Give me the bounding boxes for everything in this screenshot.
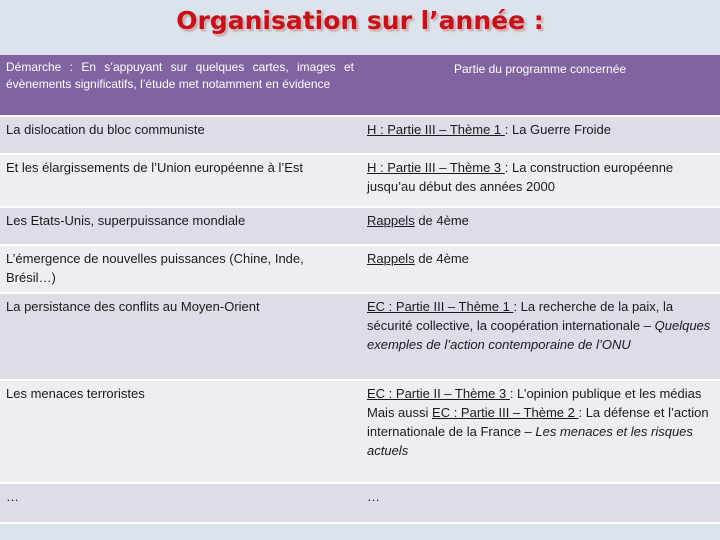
program-description-secondary: : La défense et l’action internationale de la France – [367, 405, 709, 439]
row-program-ref [360, 116, 720, 154]
table-row [0, 293, 720, 380]
program-reference: H : Partie III – Thème 3 [367, 160, 505, 175]
row-topic: Les Etats-Unis, superpuissance mondiale [0, 207, 360, 245]
row-topic: L’émergence de nouvelles puissances (Chine, Inde, Brésil…) [0, 245, 360, 293]
program-reference: EC : Partie II – Thème 3 [367, 386, 510, 401]
header-program-part: Partie du programme concernée [360, 55, 720, 116]
table-row [0, 116, 720, 154]
row-topic: … [0, 483, 360, 523]
row-topic: La dislocation du bloc communiste [0, 116, 360, 154]
program-reference: Rappels [367, 251, 415, 266]
row-program-ref [360, 207, 720, 245]
row-topic: Les menaces terroristes [0, 380, 360, 483]
row-program-ref [360, 293, 720, 380]
program-reference: Rappels [367, 213, 415, 228]
row-program-ref [360, 245, 720, 293]
program-reference: EC : Partie III – Thème 1 [367, 299, 514, 314]
row-program-ref [360, 380, 720, 483]
program-description: : La construction européenne jusqu’au début des années 2000 [367, 160, 674, 194]
program-description: de 4ème [414, 213, 469, 228]
table-row [0, 483, 720, 523]
program-description: de 4ème [414, 251, 469, 266]
row-topic: Et les élargissements de l’Union européenne à l’Est [0, 154, 360, 207]
program-description: : La recherche de la paix, la sécurité collective, la coopération internationale – [367, 299, 674, 333]
table-row [0, 207, 720, 245]
row-topic: La persistance des conflits au Moyen-Orient [0, 293, 360, 380]
program-table [0, 55, 720, 524]
table-row [0, 380, 720, 483]
table-row [0, 154, 720, 207]
program-reference: H : Partie III – Thème 1 [367, 122, 505, 137]
page-title: Organisation sur l’année : [176, 6, 544, 35]
program-also-prefix: Mais aussi [367, 405, 433, 420]
program-description: : L’opinion publique et les médias [509, 386, 702, 401]
program-italic-note: Quelques exemples de l’action contemporaine de l’ONU [367, 318, 711, 352]
table-row [0, 245, 720, 293]
header-approach: Démarche : En s’appuyant sur quelques cartes, images et évènements significatifs, l’étude met notamment en évidence [0, 55, 360, 116]
row-program-ref: … [360, 483, 720, 523]
row-program-ref [360, 154, 720, 207]
program-reference-secondary: EC : Partie III – Thème 2 [432, 405, 579, 420]
program-italic-note: Les menaces et les risques actuels [367, 424, 693, 458]
program-description: : La Guerre Froide [504, 122, 611, 137]
table-header-row [0, 55, 720, 116]
